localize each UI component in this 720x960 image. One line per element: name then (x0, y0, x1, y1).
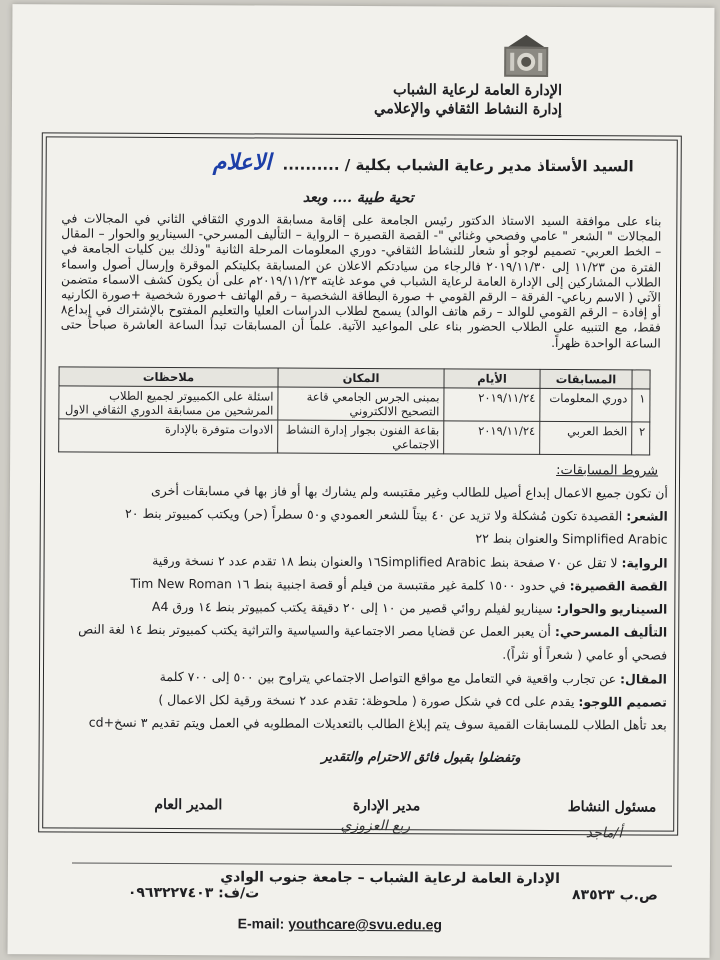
cell-notes: اسئلة على الكمبيوتر لجميع الطلاب المرشحين من مسابقة الدوري الثقافي الاول (59, 386, 278, 420)
footer-po-box: ص.ب ٨٣٥٢٣ (571, 887, 658, 904)
condition-line: Simplified Arabic والعنوان بنط ٢٢ (475, 531, 668, 548)
condition-line: تصميم اللوجو: يقدم على cd في شكل صورة ( ملحوظة: تقدم عدد ٢ نسخة ورقية لكل الاعمال ) (158, 691, 667, 710)
table-row (59, 419, 650, 455)
letterhead-line2: إدارة النشاط الثقافي والإعلامي (373, 100, 562, 119)
footer-telephone: ت/ف: ٠٩٦٣٢٢٧٤٠٣ (127, 884, 260, 902)
cell-date: ٢٠١٩/١١/٢٤ (444, 388, 540, 422)
salutation-dots: .......... (282, 155, 340, 174)
signature-title-activity: مسئول النشاط (567, 799, 657, 816)
body-paragraph: بناء على موافقة السيد الاستاذ الدكتور رئيس الجامعة على إقامة مسابقة الدوري الثقافي الثاني في المجالات في المجالات " الشعر " عامي وفصحي وغنائي "- القصة القصيرة – الرواية – التأليف المسرحي- السيناريو والحوار – المقال – الخط العربي- تصميم لوجو أو شعار للنشاط الثقافي- دوري المعلومات المرحلة الثانية "وذلك بين كليات الجامعة في الفترة من ١١/٢٣ إلى ٢٠١٩/١١/٣٠ فالرجاء من سيادتكم الاعلان عن المسابقة بكليتكم الموقرة وإرسال أصول واسماء الطلاب المشاركين إلى الإدارة العامة لرعاية الشباب في موعد غايته ٢٠١٩/١١/٢٣م على أن يكون كشف الاسماء متضمن الآتي ( الاسم رباعي- الفرقة – الرقم القومي + صورة البطاقة الشخصية – رقم الهاتف +صورة شخصية +صورة الكارنيه أو إفادة – الرقم القومي للوالد – رقم هاتف الوالد) يسمح لطلاب الدراسات العليا والتعليم المفتوح بالإشتراك في إبداع٨ فقط، مع التنبيه على الطلاب الحضور بناء على المواعيد الآتية. علماً أن المسابقات تبدأ الساعة العاشرة صباحاً حتى الساعة الواحدة ظهراً. (60, 211, 662, 351)
condition-line: التأليف المسرحي: أن يعبر العمل عن قضايا مصر الاجتماعية والسياسية والتراثية يكتب كمبيوتر بنط ١٤ لغة النص (78, 621, 668, 640)
col-days: الأيام (444, 369, 540, 389)
salutation (114, 149, 634, 188)
conditions-list (59, 478, 668, 736)
letterhead (242, 79, 562, 119)
cell-notes: الادوات متوفرة بالإدارة (59, 419, 278, 453)
salutation-prefix: السيد الأستاذ مدير رعاية الشباب بكلية / (344, 155, 634, 176)
letterhead-line1: الإدارة العامة لرعاية الشباب (392, 81, 563, 100)
faculty-handwritten: الاعلام (212, 149, 272, 176)
condition-line: أن تكون جميع الاعمال إبداع أصيل للطالب وغير مقتبسه ولم يشارك بها أو فاز بها في مسابقات أخرى (150, 482, 668, 501)
condition-line: الرواية: لا تقل عن ٧٠ صفحة بنط ١٦Simplified Arabic والعنوان بنط ١٨ تقدم عدد ٢ نسخة ورقية (152, 552, 668, 571)
signature-title-department: مدير الإدارة (352, 797, 421, 815)
document-page (8, 4, 715, 958)
condition-line: بعد تأهل الطلاب للمسابقات القمية سوف يتم إبلاغ الطالب بالتعديلات المطلوبه في العمل ويتم تقديم ٣ نسخ+cd (88, 714, 667, 733)
university-logo-icon (498, 29, 554, 79)
cell-index: ١ (632, 389, 650, 422)
col-competitions: المسابقات (540, 369, 632, 388)
footer-institution: الإدارة العامة لرعاية الشباب – جامعة جنوب الوادي (220, 869, 560, 888)
cell-index: ٢ (632, 422, 650, 455)
closing-remark: وتفضلوا بقبول فائق الاحترام والتقدير (321, 749, 521, 766)
condition-line: المقال: عن تجارب واقعية في التعامل مع مواقع التواصل الاجتماعي يتراوح بين ٥٠٠ إلى ٧٠٠ كلمة (159, 668, 668, 687)
condition-line: القصة القصيرة: في حدود ١٥٠٠ كلمة غير مقتبسة من فيلم أو قصة اجنبية بنط ١٦ Tim New Roman (130, 575, 668, 594)
email-link[interactable]: youthcare@svu.edu.eg (288, 915, 443, 933)
cell-competition: الخط العربي (540, 421, 632, 454)
greeting: تحية طيبة .... وبعد (302, 189, 414, 207)
email-label: E-mail: (237, 915, 285, 932)
cell-place: بمبنى الجرس الجامعي قاعة التصحيح الالكتروني (278, 387, 444, 421)
footer-divider (72, 862, 672, 866)
col-index (632, 370, 650, 389)
condition-line: السيناريو والحوار: سيناريو لفيلم روائي قصير من ١٠ إلى ٢٠ دقيقة يكتب كمبيوتر بنط ١٤ ورق A4 (151, 598, 668, 617)
conditions-title: شروط المسابقات: (556, 463, 659, 479)
col-place: المكان (278, 368, 444, 388)
signature-title-general: المدير العام (154, 796, 223, 814)
footer-email (238, 915, 442, 932)
col-notes: ملاحظات (59, 367, 278, 387)
signature-department: ربع العزوزي (340, 817, 411, 835)
condition-line: الشعر: القصيدة تكون مُشكلة ولا تزيد عن ٤٠ بيتاً للشعر العمودي و٥٠ سطراً (حر) ويكتب كمبيوتر بنط ٢٠ (125, 505, 668, 524)
cell-competition: دوري المعلومات (540, 388, 632, 421)
cell-place: بقاعة الفنون بجوار إدارة النشاط الاجتماعي (278, 420, 444, 454)
table-row (59, 386, 650, 422)
cell-date: ٢٠١٩/١١/٢٤ (444, 421, 540, 455)
signature-activity: أ/ماجد (585, 825, 623, 842)
condition-line: فصحي أو عامي ( شعراً أو نثراً). (502, 647, 668, 664)
competitions-table (58, 366, 650, 455)
